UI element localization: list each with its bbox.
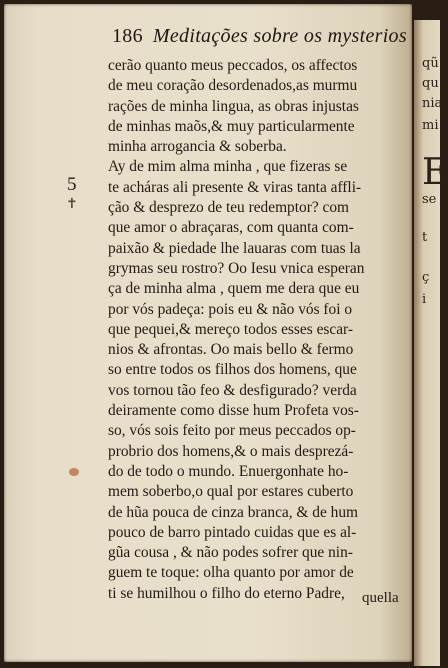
- facing-fragment: ç: [422, 270, 430, 285]
- text-line: minha arrogancia & soberba.: [108, 138, 287, 156]
- facing-fragment: i: [422, 292, 427, 307]
- text-line: por vós padeça: pois eu & não vós foi o: [108, 300, 353, 318]
- text-line: cerão quanto meus peccados, os affectos: [108, 57, 358, 74]
- facing-fragment: mi: [422, 118, 439, 133]
- text-line: vos tornou tão feo & desfigurado? verda: [108, 381, 357, 399]
- text-line: mem soberbo,o qual por estares cuberto: [108, 483, 354, 501]
- text-line: de hũa pouca de cinza branca, & de hum: [108, 503, 358, 521]
- facing-fragment: t: [422, 230, 428, 245]
- text-line: ti se humilhou o filho do eterno Padre,: [108, 584, 345, 602]
- body-text: [108, 56, 408, 604]
- text-line: so, vós sois feito por meus peccados op-: [108, 422, 356, 440]
- text-line: ção & desprezo de teu redemptor? com: [108, 199, 350, 217]
- page-number: 186: [112, 25, 143, 47]
- running-title: Meditações sobre os mysterios: [152, 25, 407, 47]
- text-line: gũa cousa , & não podes sofrer que nin-: [108, 544, 353, 562]
- facing-fragment: E: [422, 152, 448, 193]
- text-line: rações de minha lingua, as obras injustas: [108, 97, 359, 115]
- facing-fragment: se: [422, 192, 437, 207]
- text-line: de minhas maõs,& muy particularmente: [108, 117, 355, 135]
- facing-fragment: qũ: [422, 56, 439, 71]
- text-line: grymas seu rostro? Oo Iesu vnica esperan: [108, 259, 365, 277]
- facing-fragment: qu: [422, 76, 439, 91]
- running-header: [112, 25, 407, 48]
- text-line: pouco de barro pintado cuidas que es al-: [108, 523, 357, 541]
- facing-fragment: nia: [422, 96, 443, 111]
- ink-stain: [69, 468, 79, 476]
- text-line: probrio dos homens,& o mais desprezá-: [108, 442, 354, 460]
- catchword: quella: [362, 590, 399, 606]
- margin-mark-icon: ✝: [66, 196, 78, 212]
- facing-page-edge: [414, 20, 448, 666]
- text-line: te acháras ali presente & viras tanta affli-: [108, 178, 362, 196]
- text-line: que pequei,& mereço todos esses escar-: [108, 320, 353, 338]
- text-line: nios & afrontas. Oo mais bello & fermo: [108, 341, 354, 359]
- text-line: so entre todos os filhos dos homens, que: [108, 361, 357, 379]
- margin-note-number: 5: [67, 174, 77, 195]
- text-line: Ay de mim alma minha , que fizeras se: [108, 158, 348, 176]
- text-line: deiramente como disse hum Profeta vos-: [108, 402, 359, 420]
- text-line: de meu coração desordenados,as murmu: [108, 77, 358, 95]
- text-line: ça de minha alma , quem me dera que eu: [108, 280, 360, 298]
- text-line: do de todo o mundo. Enuergonhate ho-: [108, 462, 349, 480]
- text-line: paixão & piedade lhe lauaras com tuas la: [108, 239, 361, 257]
- text-line: guem te toque: olha quanto por amor de: [108, 564, 354, 582]
- text-line: que amor o abraçaras, com quanta com-: [108, 219, 354, 237]
